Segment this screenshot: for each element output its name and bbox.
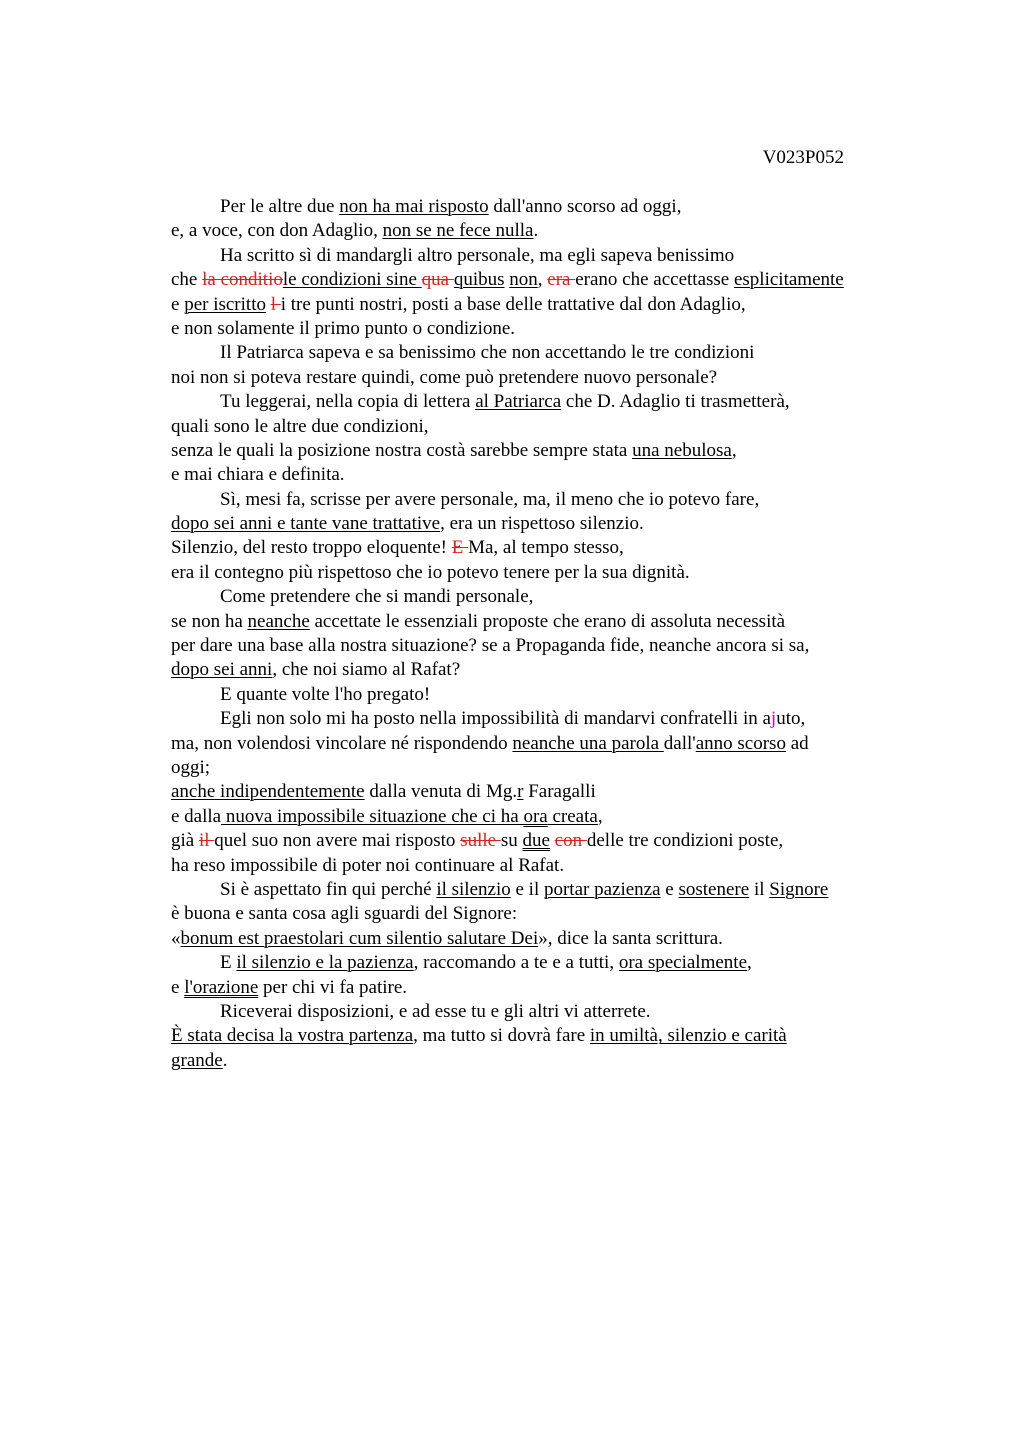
text-run: e: [171, 976, 185, 998]
text-line: [171, 829, 911, 853]
double-underlined-text: l'orazione: [184, 976, 259, 998]
text-line: [171, 244, 911, 268]
underlined-text: ora specialmente: [618, 952, 748, 974]
underlined-text: anche indipendentemente: [171, 781, 365, 803]
text-run: senza le quali la posizione nostra costà sarebbe sempre stata: [171, 439, 633, 461]
text-run: , che noi siamo al Rafat?: [272, 659, 461, 681]
text-line: [171, 927, 911, 951]
underlined-text: r: [517, 781, 524, 803]
deleted-text: sulle: [460, 830, 501, 852]
underlined-text: neanche una parola: [512, 732, 664, 754]
text-line: [171, 512, 911, 536]
text-run: e, a voce, con don Adaglio,: [171, 220, 383, 242]
text-run: delle tre condizioni poste,: [586, 830, 784, 852]
double-underlined-text: due: [522, 830, 550, 852]
letter-body: [171, 195, 911, 1073]
text-line: [171, 878, 911, 902]
text-line: [171, 732, 911, 756]
text-run: ,: [597, 805, 603, 827]
underlined-text: nuova impossibile situazione che ci ha: [221, 805, 524, 827]
text-run: il: [749, 878, 770, 900]
text-line: [171, 1049, 911, 1073]
text-line: [171, 390, 911, 414]
inserted-text: j: [770, 708, 777, 730]
text-run: uto,: [776, 708, 806, 730]
text-run: Faragalli: [523, 781, 596, 803]
underlined-text: non se ne fece nulla: [382, 220, 534, 242]
text-run: Egli non solo mi ha posto nella impossibilità di mandarvi confratelli in a: [220, 708, 771, 730]
text-line: [171, 195, 911, 219]
text-run: per chi vi fa patire.: [258, 976, 408, 998]
text-run: ,: [731, 439, 737, 461]
text-run: i tre punti nostri, posti a base delle trattative dal don Adaglio,: [280, 293, 746, 315]
deleted-text: qua: [421, 269, 454, 291]
text-run: noi non si poteva restare quindi, come può pretendere nuovo personale?: [171, 366, 718, 388]
text-line: [171, 415, 911, 439]
underlined-text: dopo sei anni: [171, 659, 273, 681]
text-run: e il: [510, 878, 544, 900]
text-run: e non solamente il primo punto o condizione.: [171, 317, 516, 339]
text-run: », dice la santa scrittura.: [538, 927, 723, 949]
text-run: Ma, al tempo stesso,: [468, 537, 624, 559]
text-run: , ma tutto si dovrà fare: [413, 1025, 590, 1047]
text-run: Per le altre due: [220, 196, 340, 217]
underlined-text: il silenzio e la pazienza: [236, 952, 414, 974]
text-run: ,: [747, 952, 752, 974]
text-line: [171, 463, 911, 487]
underlined-text: per iscritto: [184, 293, 266, 315]
text-line: [171, 780, 911, 804]
text-run: oggi;: [171, 756, 211, 778]
text-line: [171, 951, 911, 975]
underlined-text: neanche: [247, 610, 310, 632]
underlined-text: sostenere: [678, 878, 750, 900]
text-line: [171, 854, 911, 878]
text-line: [171, 658, 911, 682]
underlined-text: le condizioni sine: [282, 269, 422, 291]
text-line: [171, 976, 911, 1000]
text-run: che: [171, 269, 203, 291]
text-run: Come pretendere che si mandi personale,: [220, 586, 534, 608]
underlined-text: esplicitamente: [733, 269, 844, 291]
deleted-text: con: [554, 830, 587, 852]
text-run: , era un rispettoso silenzio.: [440, 513, 644, 535]
deleted-text: E: [451, 537, 469, 559]
text-line: [171, 268, 911, 292]
text-line: [171, 219, 911, 243]
text-run: ad: [785, 732, 809, 754]
text-line: [171, 488, 911, 512]
text-run: già: [171, 830, 199, 852]
underlined-text: Signore: [769, 878, 829, 900]
underlined-text: il silenzio: [436, 878, 511, 900]
text-run: .: [533, 220, 539, 242]
text-run: dall': [663, 732, 696, 754]
text-line: [171, 561, 911, 585]
deleted-text: l: [270, 293, 281, 315]
underlined-text: grande: [171, 1049, 223, 1071]
text-line: [171, 293, 911, 317]
text-run: e dalla: [171, 805, 222, 827]
text-run: Si è aspettato fin qui perché: [220, 878, 437, 900]
text-run: ma, non volendosi vincolare né rispondendo: [171, 732, 513, 754]
deleted-text: la conditio: [202, 269, 283, 291]
text-line: [171, 634, 911, 658]
underlined-text: al Patriarca: [475, 391, 562, 413]
text-run: quel suo non avere mai risposto: [214, 830, 461, 852]
underlined-text: dopo sei anni e tante vane trattative: [171, 513, 441, 535]
underlined-text: quibus: [453, 269, 505, 291]
text-run: per dare una base alla nostra situazione? se a Propaganda fide, neanche ancora si sa,: [171, 635, 810, 657]
text-line: [171, 902, 911, 926]
text-run: Tu leggerai, nella copia di lettera: [220, 391, 476, 413]
text-line: [171, 756, 911, 780]
text-line: [171, 341, 911, 365]
text-run: Silenzio, del resto troppo eloquente!: [171, 537, 452, 559]
text-run: Sì, mesi fa, scrisse per avere personale, ma, il meno che io potevo fare,: [220, 488, 760, 510]
deleted-text: il: [198, 830, 215, 852]
text-run: E quante volte l'ho pregato!: [220, 683, 431, 705]
text-run: erano che accettasse: [575, 269, 734, 291]
text-run: quali sono le altre due condizioni,: [171, 415, 429, 437]
text-run: è buona e santa cosa agli sguardi del Signore:: [171, 903, 518, 925]
text-run: , raccomando a te e a tutti,: [413, 952, 619, 974]
double-underlined-text: ora: [523, 805, 548, 827]
text-line: [171, 536, 911, 560]
text-run: e mai chiara e definita.: [171, 464, 345, 486]
text-run: Ha scritto sì di mandargli altro personale, ma egli sapeva benissimo: [220, 244, 735, 266]
text-run: e: [171, 293, 185, 315]
text-run: se non ha: [171, 610, 248, 632]
text-line: [171, 439, 911, 463]
underlined-text: bonum est praestolari cum silentio salutare Dei: [180, 927, 539, 949]
text-run: E: [220, 952, 237, 974]
text-line: [171, 610, 911, 634]
text-run: che D. Adaglio ti trasmetterà,: [561, 391, 790, 413]
text-run: su: [500, 830, 523, 852]
text-line: [171, 1024, 911, 1048]
underlined-text: anno scorso: [695, 732, 786, 754]
underlined-text: È stata decisa la vostra partenza: [171, 1025, 414, 1047]
text-run: ,: [537, 269, 548, 291]
text-run: e: [660, 878, 679, 900]
deleted-text: era: [547, 269, 576, 291]
text-line: [171, 585, 911, 609]
text-run: dalla venuta di Mg.: [364, 781, 518, 803]
text-line: [171, 317, 911, 341]
text-run: Il Patriarca sapeva e sa benissimo che non accettando le tre condizioni: [220, 342, 755, 364]
text-line: [171, 683, 911, 707]
text-line: [171, 707, 911, 731]
underlined-text: creata: [547, 805, 598, 827]
text-run: ha reso impossibile di poter noi continuare al Rafat.: [171, 854, 565, 876]
underlined-text: in umiltà, silenzio e carità: [589, 1025, 787, 1047]
text-run: dall'anno scorso ad oggi,: [488, 196, 682, 217]
text-line: [171, 1000, 911, 1024]
text-line: [171, 366, 911, 390]
underlined-text: una nebulosa: [632, 439, 732, 461]
underlined-text: non ha mai risposto: [339, 196, 489, 217]
text-line: [171, 805, 911, 829]
text-run: accettate le essenziali proposte che erano di assoluta necessità: [309, 610, 786, 632]
text-run: «: [171, 927, 181, 949]
underlined-text: portar pazienza: [543, 878, 661, 900]
page-identifier: V023P052: [762, 147, 844, 168]
text-run: Riceverai disposizioni, e ad esse tu e gli altri vi atterrete.: [220, 1000, 651, 1022]
underlined-text: non: [509, 269, 538, 291]
text-run: .: [222, 1049, 228, 1071]
text-run: era il contegno più rispettoso che io potevo tenere per la sua dignità.: [171, 561, 690, 583]
